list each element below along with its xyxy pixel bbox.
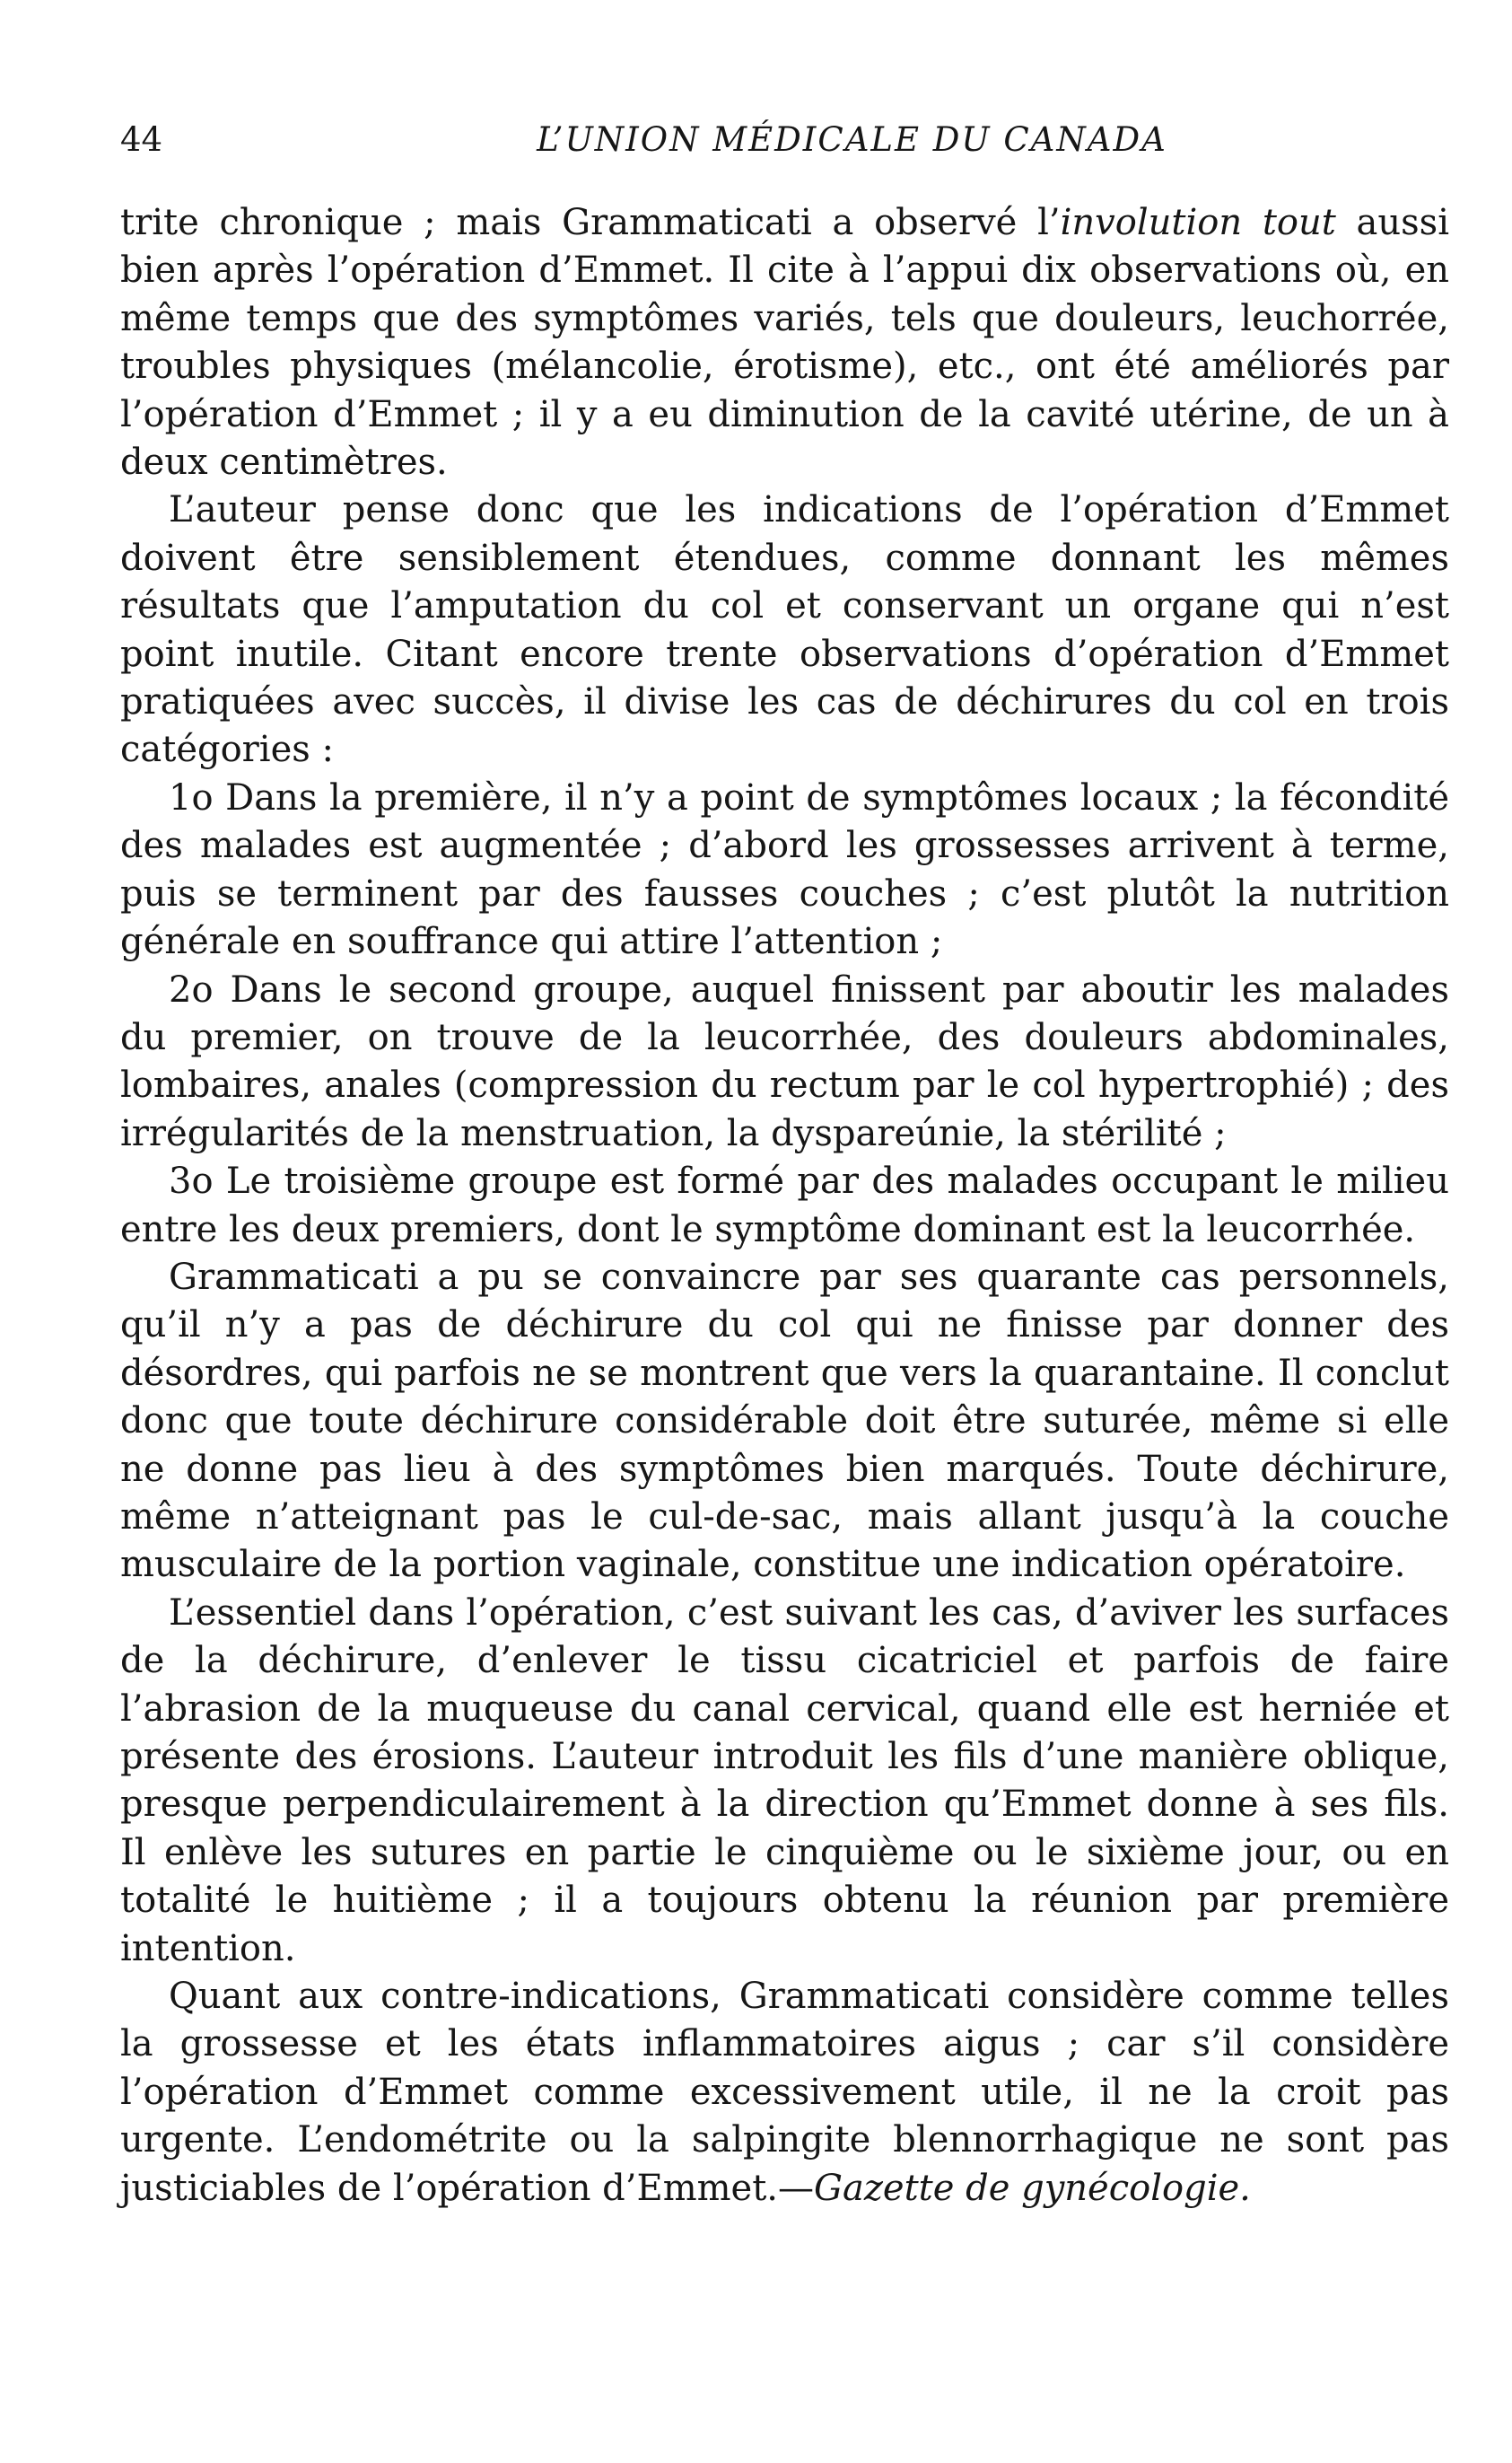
paragraph-4: 2o Dans le second groupe, auquel finissent par aboutir les malades du premier, on trouve de la leucorrhée, des douleurs abdominales, lombaires, anales (compression du rectum par le col hypertrophié) ; des irrégularités de la menstruation, la dyspareúnie, la stérilité ; [120, 969, 1449, 1154]
paragraph-5: 3o Le troisième groupe est formé par des malades occupant le milieu entre les deux premiers, dont le symptôme dominant est la leucorrhée. [120, 1161, 1449, 1250]
paragraph-1 [120, 199, 1449, 486]
paragraph-1-italic: involution tout [1060, 202, 1336, 243]
paragraph-1-text-b: aussi bien après l’opération d’Emmet. Il cite à l’appui dix observations où, en même temps que des symptômes variés, tels que douleurs, leuchorrée, troubles physiques (mélancolie, érotisme), etc., ont été améliorés par l’opération d’Emmet ; il y a eu diminution de la cavité utérine, de un à deux centimètres. [120, 202, 1449, 484]
paragraph-2: L’auteur pense donc que les indications de l’opération d’Emmet doivent être sensiblement étendues, comme donnant les mêmes résultats que l’amputation du col et conservant un organe qui n’est point inutile. Citant encore trente observations d’opération d’Emmet pratiquées avec succès, il divise les cas de déchirures du col en trois catégories : [120, 489, 1449, 771]
paragraph-7: L’essentiel dans l’opération, c’est suivant les cas, d’aviver les surfaces de la déchirure, d’enlever le tissu cicatriciel et parfois de faire l’abrasion de la muqueuse du canal cervical, quand elle est herniée et présente des érosions. L’auteur introduit les fils d’une manière oblique, presque perpendiculairement à la direction qu’Emmet donne à ses fils. Il enlève les sutures en partie le cinquième ou le sixième jour, ou en totalité le huitième ; il a toujours obtenu la réunion par première intention. [120, 1591, 1449, 1969]
paragraph-8-text: Quant aux contre-indications, Grammaticati considère comme telles la grossesse et les états inflammatoires aigus ; car s’il considère l’opération d’Emmet comme excessivement utile, il ne la croit pas urgente. L’endométrite ou la salpingite blennorrhagique ne sont pas justiciables de l’opération d’Emmet.— [120, 1976, 1449, 2209]
page-header [120, 115, 1449, 165]
running-title: L’UNION MÉDICALE DU CANADA [537, 120, 1167, 159]
article-body [120, 199, 1449, 2213]
source-citation: Gazette de gynécologie. [814, 2167, 1251, 2209]
paragraph-8 [120, 1973, 1449, 2213]
paragraph-6: Grammaticati a pu se convaincre par ses quarante cas personnels, qu’il n’y a pas de déchirure du col qui ne finisse par donner des désordres, qui parfois ne se montrent que vers la quarantaine. Il conclut donc que toute déchirure considérable doit être suturée, même si elle ne donne pas lieu à des symptômes bien marqués. Toute déchirure, même n’atteignant pas le cul-de-sac, mais allant jusqu’à la couche musculaire de la portion vaginale, constitue une indication opératoire. [120, 1256, 1449, 1586]
page-number: 44 [120, 120, 163, 159]
paragraph-3: 1o Dans la première, il n’y a point de symptômes locaux ; la fécondité des malades est augmentée ; d’abord les grossesses arrivent à terme, puis se terminent par des fausses couches ; c’est plutôt la nutrition générale en souffrance qui attire l’attention ; [120, 776, 1449, 963]
paragraph-1-text-a: trite chronique ; mais Grammaticati a observé l’ [120, 202, 1061, 243]
